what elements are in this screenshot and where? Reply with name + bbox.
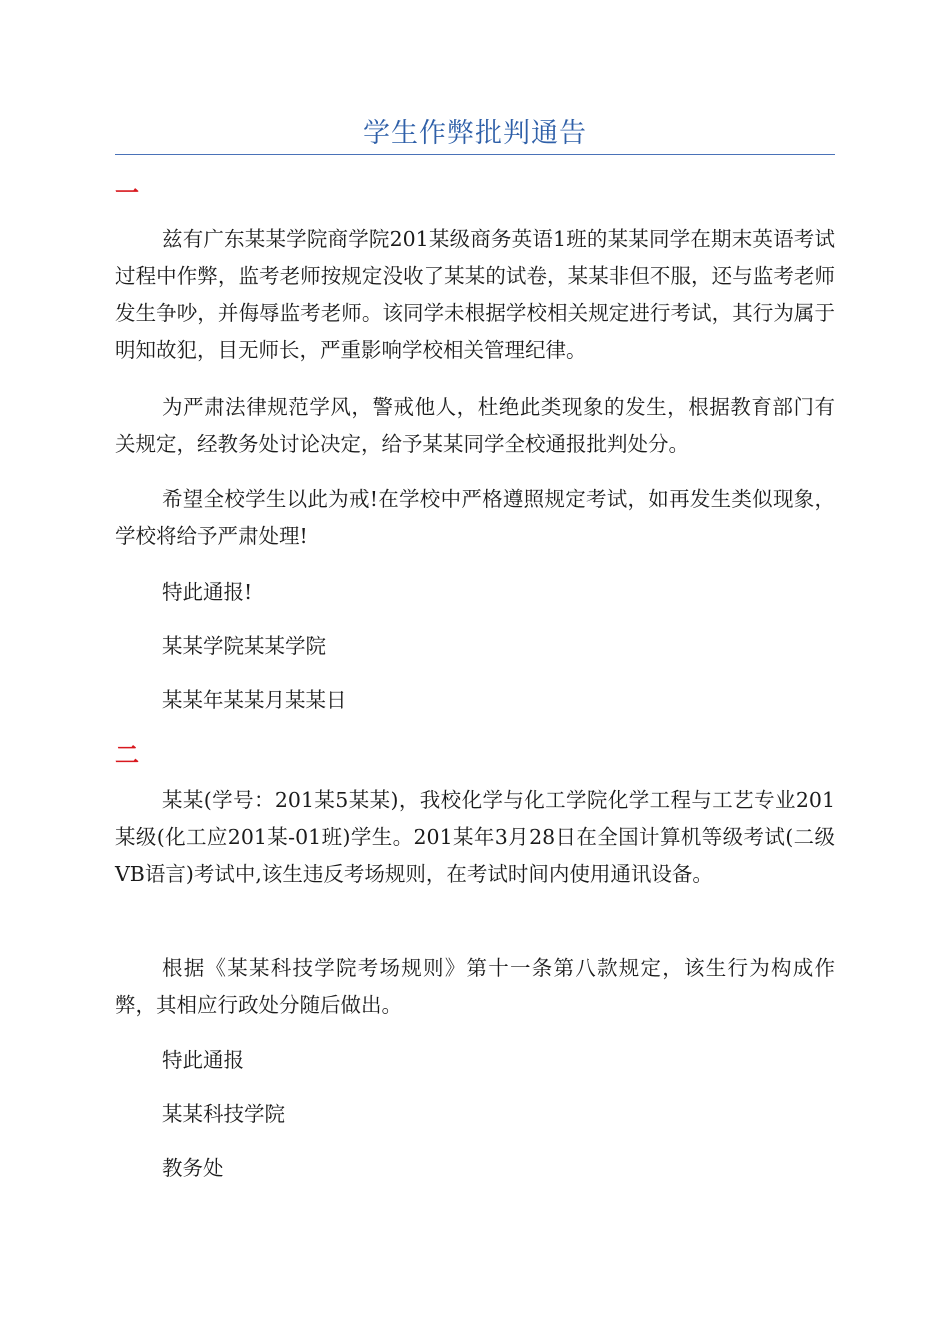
section-2-paragraph-1: 某某(学号：201某5某某)，我校化学与化工学院化学工程与工艺专业201某级(化工应201某-01班)学生。201某年3月28日在全国计算机等级考试(二级VB语言)考试中,该生违反考场规则，在考试时间内使用通讯设备。 bbox=[115, 788, 835, 886]
section-2-closing-office: 教务处 bbox=[162, 1156, 224, 1180]
section-2-closing-issuer: 某某科技学院 bbox=[162, 1102, 285, 1126]
section-1-paragraph-2: 为严肃法律规范学风，警戒他人，杜绝此类现象的发生，根据教育部门有关规定，经教务处讨论决定，给予某某同学全校通报批判处分。 bbox=[115, 395, 835, 456]
section-number-2: 二 bbox=[115, 740, 139, 769]
section-number-1: 一 bbox=[115, 178, 139, 207]
section-2-paragraph-2: 根据《某某科技学院考场规则》第十一条第八款规定，该生行为构成作弊，其相应行政处分随后做出。 bbox=[115, 956, 835, 1017]
section-1-paragraph-3: 希望全校学生以此为戒!在学校中严格遵照规定考试，如再发生类似现象，学校将给予严肃处理! bbox=[115, 487, 835, 548]
section-2-closing-notice: 特此通报 bbox=[162, 1048, 244, 1072]
title-underline bbox=[115, 154, 835, 155]
section-1-closing-date: 某某年某某月某某日 bbox=[162, 688, 347, 712]
section-1-closing-notice: 特此通报! bbox=[162, 580, 253, 604]
section-1-paragraph-1: 兹有广东某某学院商学院201某级商务英语1班的某某同学在期末英语考试过程中作弊，监考老师按规定没收了某某的试卷，某某非但不服，还与监考老师发生争吵，并侮辱监考老师。该同学未根据学校相关规定进行考试，其行为属于明知故犯，目无师长，严重影响学校相关管理纪律。 bbox=[115, 227, 835, 362]
page-title: 学生作弊批判通告 bbox=[363, 118, 587, 149]
section-1-closing-issuer: 某某学院某某学院 bbox=[162, 634, 326, 658]
